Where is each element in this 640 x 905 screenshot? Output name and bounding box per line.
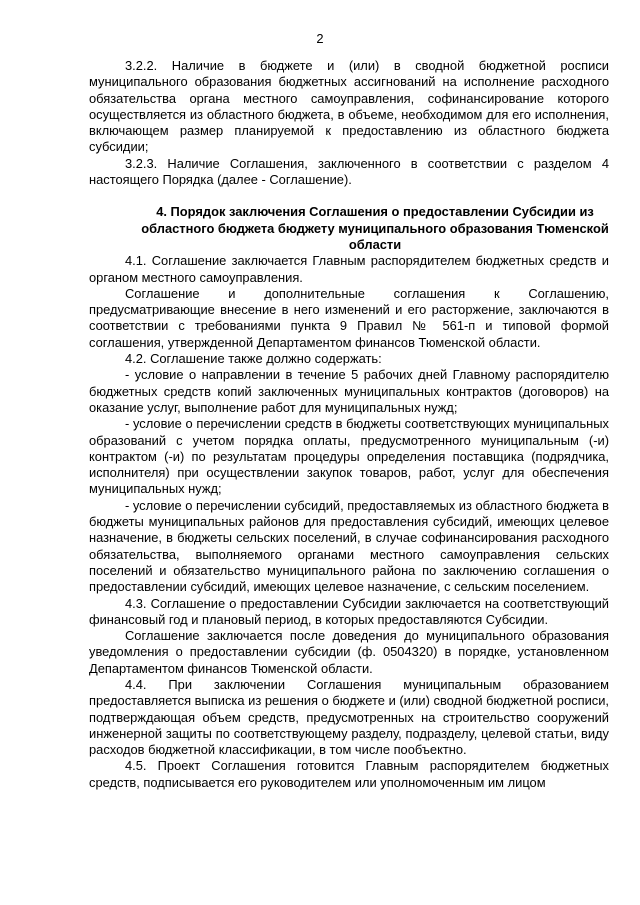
spacer bbox=[89, 188, 609, 204]
paragraph-agreement-amendments: Соглашение и дополнительные соглашения к Соглашению, предусматривающие внесение в него изменений и его расторжение, заключаются в соответствии с требованиями пункта 9 Правил № 561-п и типовой формой соглашения, утвержденной Департаментом финансов Тюменской области. bbox=[89, 285, 609, 350]
list-item-subsidies-transfer: - условие о перечислении субсидий, предоставляемых из областного бюджета в бюджеты муниципальных районов для предоставления субсидий, имеющих целевое назначение, в бюджеты сельских поселений, в случае софинансирования расходного обязательства, выполняемого органами местного самоуправления сельских поселений и обязательство муниципального района по заключению соглашения о предоставлении субсидий, имеющих целевое назначение, с сельским поселением. bbox=[89, 497, 609, 595]
paragraph-4-1: 4.1. Соглашение заключается Главным распорядителем бюджетных средств и органом местного самоуправления. bbox=[89, 253, 609, 285]
page-number: 2 bbox=[316, 31, 324, 46]
section-heading: 4. Порядок заключения Соглашения о предоставлении Субсидии из областного бюджета бюджету муниципального образования Тюменской области bbox=[141, 204, 609, 252]
paragraph-3-2-2: 3.2.2. Наличие в бюджете и (или) в сводной бюджетной росписи муниципального образования бюджетных ассигнований на исполнение расходного обязательства органа местного самоуправления, софинансирование которого осуществляется из областного бюджета, в объеме, необходимом для его исполнения, включающем размер планируемой к предоставлению из областного бюджета субсидии; bbox=[89, 58, 609, 155]
paragraph-4-4: 4.4. При заключении Соглашения муниципальным образованием предоставляется выписка из решения о бюджете и (или) сводной бюджетной росписи, подтверждающая объем средств, предусмотренных на строительство сооружений инженерной защиты по соответствующему разделу, подразделу, целевой статьи, виду расходов бюджетной классификации, в том числе пообъектно. bbox=[89, 676, 609, 758]
paragraph-agreement-notification: Соглашение заключается после доведения до муниципального образования уведомления о предоставлении субсидии (ф. 0504320) в порядке, установленном Департаментом финансов Тюменской области. bbox=[89, 628, 609, 676]
paragraph-3-2-3: 3.2.3. Наличие Соглашения, заключенного в соответствии с разделом 4 настоящего Порядка (далее - Соглашение). bbox=[89, 155, 609, 188]
document-body bbox=[89, 58, 609, 791]
paragraph-4-2: 4.2. Соглашение также должно содержать: bbox=[125, 351, 382, 367]
paragraph-4-5: 4.5. Проект Соглашения готовится Главным распорядителем бюджетных средств, подписывается его руководителем или уполномоченным им лицом bbox=[89, 758, 609, 790]
paragraph-4-3: 4.3. Соглашение о предоставлении Субсидии заключается на соответствующий финансовый год и плановый период, в которых предоставляются Субсидии. bbox=[89, 595, 609, 627]
list-item-funds-transfer: - условие о перечислении средств в бюджеты соответствующих муниципальных образований с учетом порядка оплаты, предусмотренного муниципальным (-и) контрактом (-и) по результатам процедуры определения поставщика (подрядчика, исполнителя) при осуществлении закупок товаров, работ, услуг для обеспечения муниципальных нужд; bbox=[89, 416, 609, 497]
list-item-contracts-copies: - условие о направлении в течение 5 рабочих дней Главному распорядителю бюджетных средств копий заключенных муниципальных контрактов (договоров) на оказание услуг, выполнение работ для муниципальных нужд; bbox=[89, 367, 609, 415]
